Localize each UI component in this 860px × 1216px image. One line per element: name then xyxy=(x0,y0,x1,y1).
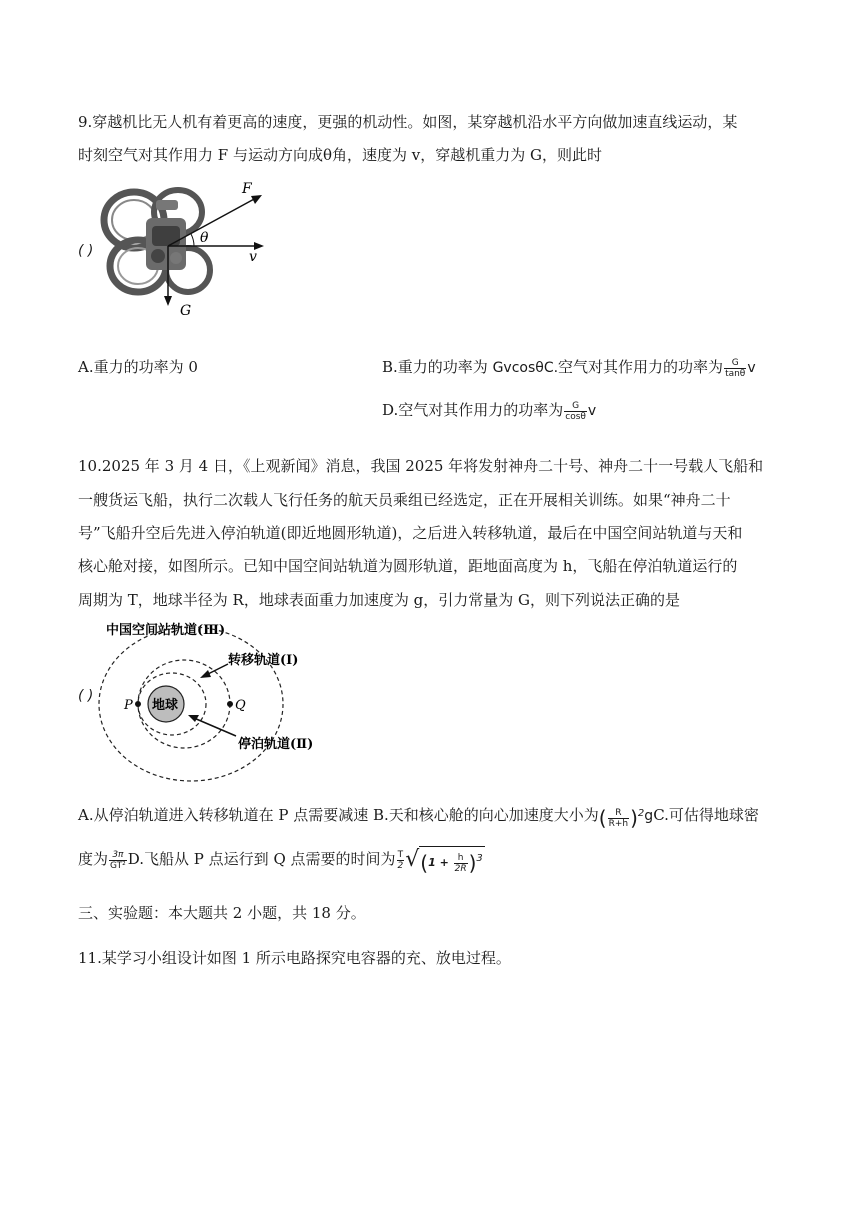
label-G: G xyxy=(180,303,192,319)
label-v: v xyxy=(249,249,257,265)
q9-stem-line2: 时刻空气对其作用力 F 与运动方向成θ角，速度为 v，穿越机重力为 G，则此时 xyxy=(78,146,602,164)
section-3-heading: 三、实验题：本大题共 2 小题，共 18 分。 xyxy=(78,904,366,922)
label-Q: Q xyxy=(235,698,246,713)
q9-stem-line1: 9.穿越机比无人机有着更高的速度，更强的机动性。如图，某穿越机沿水平方向做加速直线运动，某 xyxy=(78,113,738,131)
label-parking-orbit: 停泊轨道(Ⅱ) xyxy=(238,737,314,752)
q9-option-b-expr: GvcosθC. xyxy=(492,360,559,376)
q9-answer-bracket: ( ) xyxy=(78,243,94,259)
q10-option-d-fraction: $\frac{T}{2}$ xyxy=(397,849,404,871)
q9-option-b-c: B.重力的功率为 GvcosθC.空气对其作用力的功率为 $\frac{G}{\tan\theta}$ v xyxy=(382,357,756,379)
q10-line3: 号”飞船升空后先进入停泊轨道(即近地圆形轨道)，之后进入转移轨道，最后在中国空间站轨道与天和 xyxy=(78,524,743,542)
label-earth: 地球 xyxy=(152,698,179,713)
q10-line4: 核心舱对接，如图所示。已知中国空间站轨道为圆形轨道，距地面高度为 h，飞船在停泊轨道运行的 xyxy=(78,557,738,575)
q9-option-d-fraction: $\frac{G}{\cos\theta}$ xyxy=(565,400,586,422)
drone-force-figure xyxy=(96,178,276,320)
q10-option-b-expression: ( $\frac{R}{R+h}$ )$^2$ xyxy=(598,806,645,830)
point-P xyxy=(135,701,141,707)
q10-option-d-radicand: (1 + $\frac{h}{2R}$ )$^3$ xyxy=(419,846,485,874)
label-station-orbit: 中国空间站轨道(Ⅲ) xyxy=(106,623,226,638)
q9-option-b-prefix: B.重力的功率为 xyxy=(382,358,493,376)
q9-option-c-text: 空气对其作用力的功率为 xyxy=(558,358,724,376)
q9-option-c-fraction: $\frac{G}{\tan\theta}$ xyxy=(725,357,746,379)
q10-options-line1: A.从停泊轨道进入转移轨道在 P 点需要减速 B.天和核心舱的向心加速度大小为( $\frac{R}{R+h}$ )$^2$gC.可估得地球密 xyxy=(78,803,759,829)
q10-option-c-fraction: $\frac{3\pi}{\text{GT²}}$ xyxy=(110,849,126,871)
q9-option-d: D.空气对其作用力的功率为 $\frac{G}{\cos\theta}$ v xyxy=(382,400,597,422)
q10-line2: 一艘货运飞船，执行二次载人飞行任务的航天员乘组已经选定，正在开展相关训练。如果“神舟二十 xyxy=(78,491,731,509)
label-F: F xyxy=(242,181,252,197)
label-P: P xyxy=(124,698,133,713)
q10-line1: 10.2025 年 3 月 4 日，《上观新闻》消息，我国 2025 年将发射神舟二十号、神舟二十一号载人飞船和 xyxy=(78,457,764,475)
q11-stem: 11.某学习小组设计如图 1 所示电路探究电容器的充、放电过程。 xyxy=(78,949,511,967)
q10-line5: 周期为 T，地球半径为 R，地球表面重力加速度为 g，引力常量为 G，则下列说法正确的是 xyxy=(78,591,680,609)
q10-options-line2: 度为 $\frac{3\pi}{\text{GT²}}$ D.飞船从 P 点运行到 Q 点需要的时间为 $\frac{T}{2}$ √(1 + $\frac{h}{2R}$ )$^3$ xyxy=(78,847,483,875)
label-transfer-orbit: 转移轨道(Ⅰ) xyxy=(228,653,299,668)
orbit-figure xyxy=(96,618,336,790)
label-theta: θ xyxy=(200,230,209,246)
drone-icon xyxy=(104,190,210,292)
point-Q xyxy=(227,701,233,707)
q10-answer-bracket: ( ) xyxy=(78,688,94,704)
q9-option-a: A.重力的功率为 0 xyxy=(78,358,198,376)
